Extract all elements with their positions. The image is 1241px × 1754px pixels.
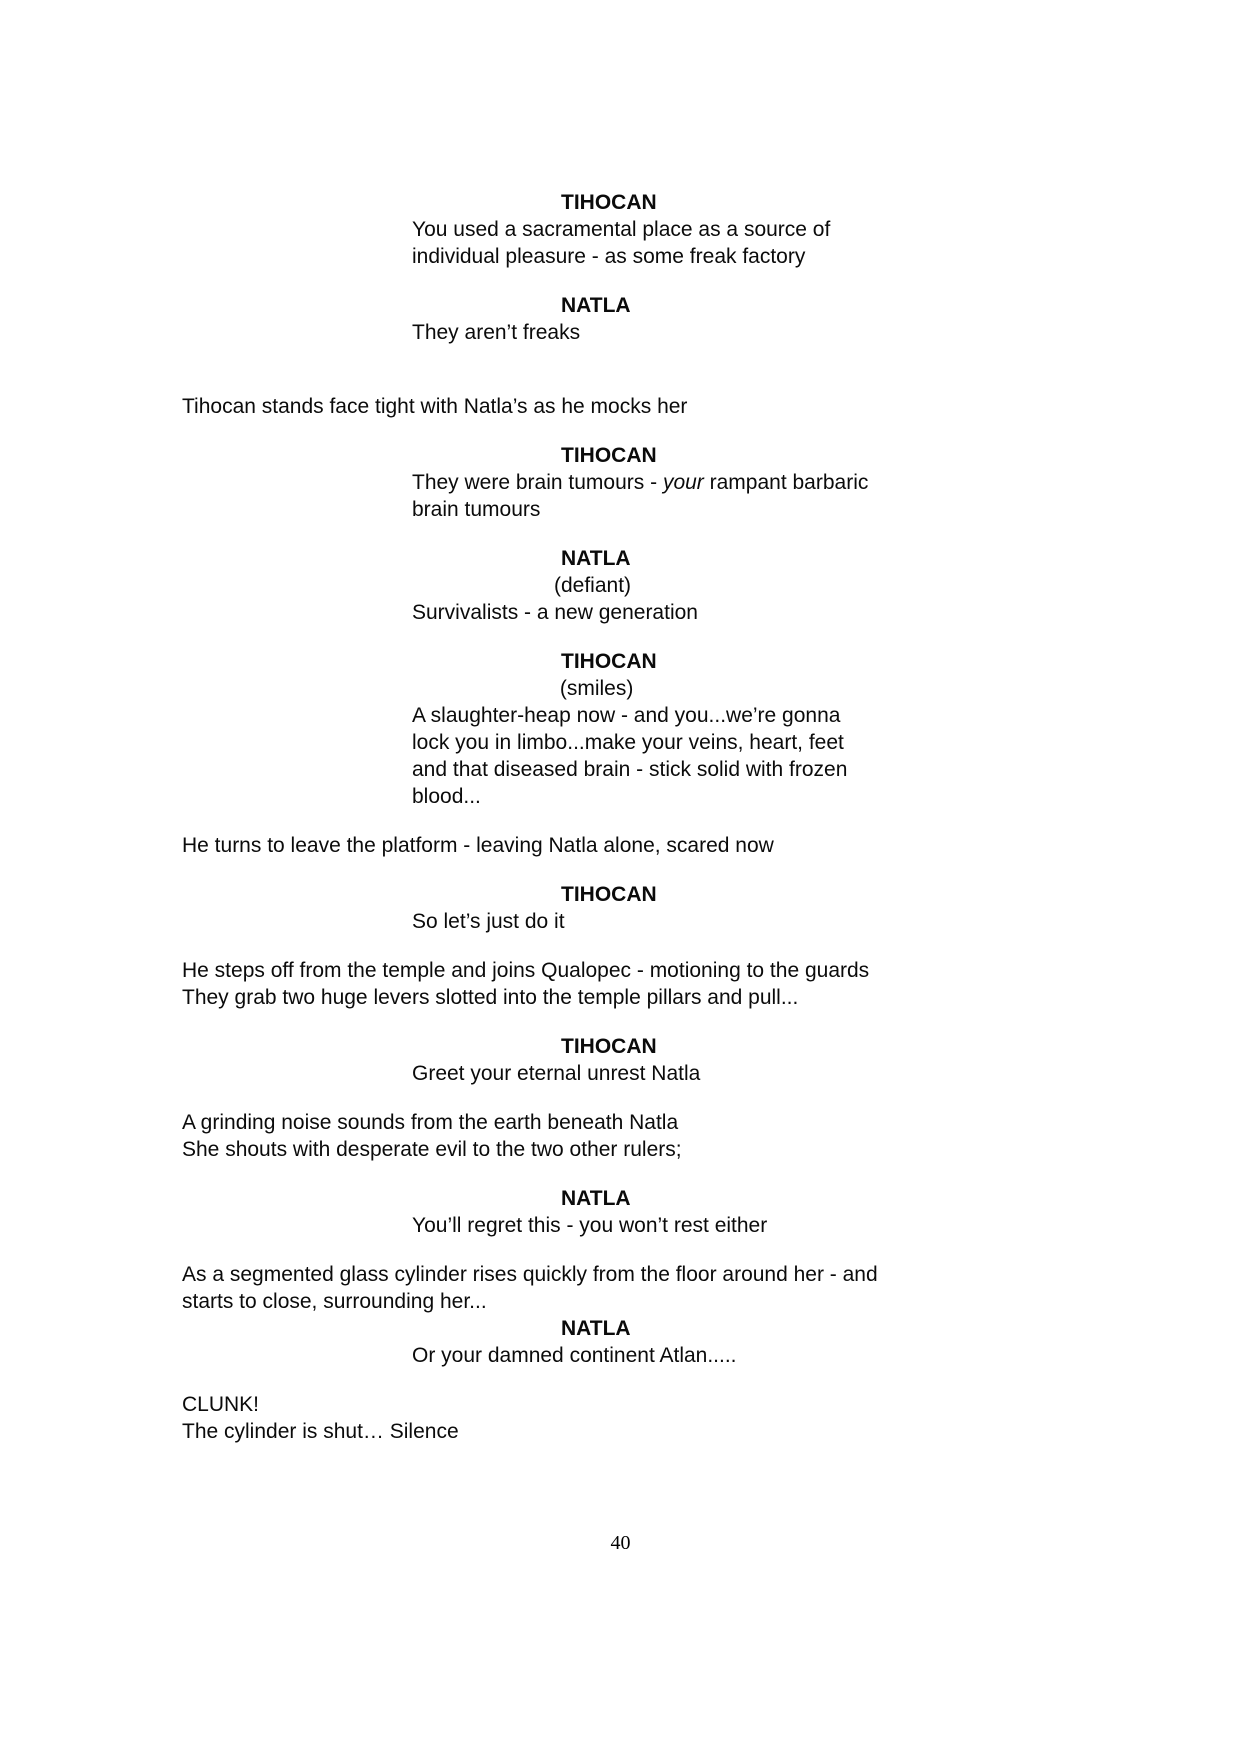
- text-segment: Survivalists - a new generation: [412, 601, 698, 624]
- action-line: [182, 1109, 1092, 1136]
- dialogue-block: [182, 442, 1092, 523]
- text-segment: You’ll regret this - you won’t rest either: [412, 1214, 768, 1237]
- text-segment: As a segmented glass cylinder rises quickly from the floor around her - and: [182, 1263, 878, 1286]
- dialogue-line: [412, 908, 1092, 935]
- action-block: [182, 393, 1092, 420]
- action-line: [182, 832, 1092, 859]
- dialogue-line: [412, 729, 1092, 756]
- text-segment: He turns to leave the platform - leaving Natla alone, scared now: [182, 834, 774, 857]
- action-line: [182, 1418, 1092, 1445]
- dialogue-block: [182, 545, 1092, 626]
- character-name: TIHOCAN: [561, 191, 657, 214]
- action-line: [182, 1261, 1092, 1288]
- dialogue-block: [182, 189, 1092, 270]
- parenthetical: (smiles): [554, 677, 634, 700]
- script-content: [182, 189, 1092, 1445]
- text-segment: He steps off from the temple and joins Qualopec - motioning to the guards: [182, 959, 870, 982]
- text-segment: A grinding noise sounds from the earth beneath Natla: [182, 1111, 679, 1134]
- text-segment: They were brain tumours -: [412, 471, 663, 494]
- dialogue-line: [412, 756, 1092, 783]
- text-segment: A slaughter-heap now - and you...we’re gonna: [412, 704, 841, 727]
- dialogue-line: [412, 319, 1092, 346]
- text-segment: lock you in limbo...make your veins, heart, feet: [412, 731, 844, 754]
- character-name: NATLA: [561, 1187, 631, 1210]
- emphasized-text: your: [662, 471, 704, 494]
- dialogue-block: [182, 1315, 1092, 1369]
- action-line: [182, 1288, 1092, 1315]
- text-segment: starts to close, surrounding her...: [182, 1290, 487, 1313]
- text-segment: They grab two huge levers slotted into the temple pillars and pull...: [182, 986, 799, 1009]
- character-name: TIHOCAN: [561, 444, 657, 467]
- action-line: [182, 1391, 1092, 1418]
- action-line: [182, 984, 1092, 1011]
- action-block: [182, 1261, 1092, 1315]
- text-segment: So let’s just do it: [412, 910, 565, 933]
- dialogue-line: [412, 496, 1092, 523]
- dialogue-block: [182, 1185, 1092, 1239]
- dialogue-line: [412, 469, 1092, 496]
- action-block: [182, 957, 1092, 1011]
- dialogue-line: [412, 1342, 1092, 1369]
- dialogue-block: [182, 881, 1092, 935]
- action-line: [182, 393, 1092, 420]
- character-name: NATLA: [561, 1317, 631, 1340]
- dialogue-line: [412, 1060, 1092, 1087]
- dialogue-line: [412, 599, 1092, 626]
- text-segment: brain tumours: [412, 498, 541, 521]
- action-block: [182, 832, 1092, 859]
- text-segment: They aren’t freaks: [412, 321, 581, 344]
- dialogue-line: [412, 1212, 1092, 1239]
- character-name: NATLA: [561, 547, 631, 570]
- text-segment: Greet your eternal unrest Natla: [412, 1062, 701, 1085]
- dialogue-line: [412, 702, 1092, 729]
- action-block: [182, 1109, 1092, 1163]
- text-segment: rampant barbaric: [703, 471, 869, 494]
- character-name: TIHOCAN: [561, 1035, 657, 1058]
- dialogue-block: [182, 292, 1092, 346]
- character-name: TIHOCAN: [561, 883, 657, 906]
- text-segment: Or your damned continent Atlan.....: [412, 1344, 737, 1367]
- text-segment: You used a sacramental place as a source of: [412, 218, 831, 241]
- text-segment: The cylinder is shut… Silence: [182, 1420, 459, 1443]
- dialogue-block: [182, 648, 1092, 810]
- text-segment: blood...: [412, 785, 481, 808]
- dialogue-line: [412, 243, 1092, 270]
- action-line: [182, 957, 1092, 984]
- text-segment: CLUNK!: [182, 1393, 260, 1416]
- character-name: TIHOCAN: [561, 650, 657, 673]
- page-number: 40: [610, 1532, 631, 1554]
- text-segment: and that diseased brain - stick solid with frozen: [412, 758, 848, 781]
- character-name: NATLA: [561, 294, 631, 317]
- dialogue-line: [412, 783, 1092, 810]
- parenthetical: (defiant): [554, 574, 632, 597]
- dialogue-line: [412, 216, 1092, 243]
- text-segment: individual pleasure - as some freak factory: [412, 245, 806, 268]
- text-segment: Tihocan stands face tight with Natla’s as he mocks her: [182, 395, 688, 418]
- action-block: [182, 1391, 1092, 1445]
- action-line: [182, 1136, 1092, 1163]
- dialogue-block: [182, 1033, 1092, 1087]
- text-segment: She shouts with desperate evil to the two other rulers;: [182, 1138, 682, 1161]
